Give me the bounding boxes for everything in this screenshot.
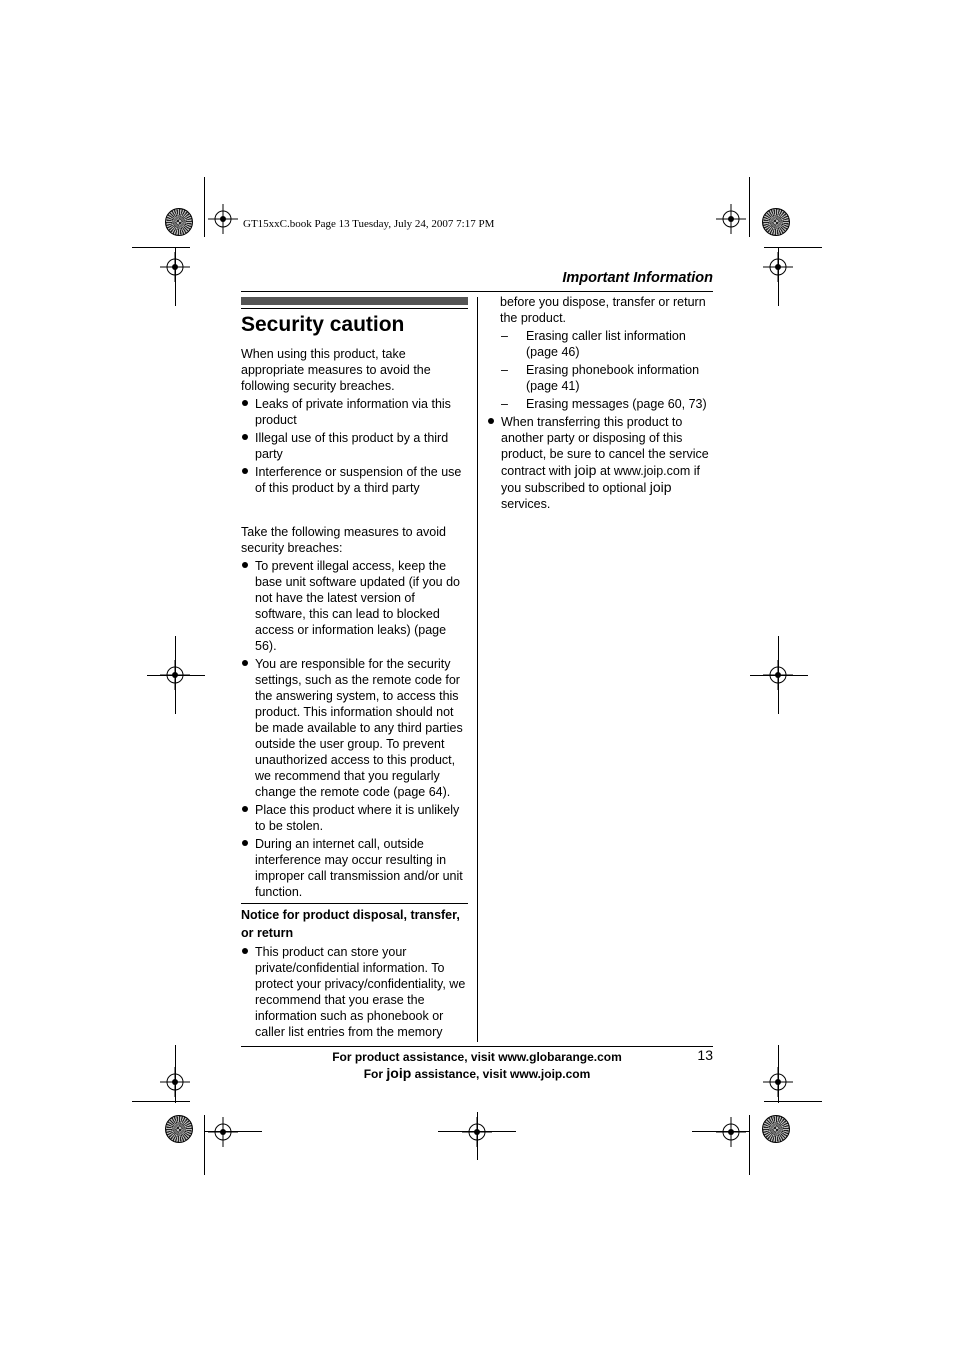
section-header: Important Information <box>562 270 713 286</box>
registration-target-icon <box>762 1115 790 1143</box>
footer-line-1: For product assistance, visit www.globarange.com <box>332 1050 622 1064</box>
notice-rule <box>241 903 468 904</box>
registration-target-icon <box>165 208 193 236</box>
crosshair-icon <box>208 204 238 234</box>
measures-intro: Take the following measures to avoid security breaches: <box>241 525 446 555</box>
list-item: During an internet call, outside interference may occur resulting in improper call transmission and/or unit function. <box>241 836 468 900</box>
bullet-icon <box>242 562 248 568</box>
list-item: You are responsible for the security settings, such as the remote code for the answering system, to access this product. This information should not be made available to any third parties outside the user group. To prevent unauthorized access to this product, we recommend that you regularly change the remote code (page 64). <box>241 656 468 800</box>
right-column <box>487 294 713 514</box>
footer <box>241 1049 713 1082</box>
list-item: – Erasing phonebook information (page 41) <box>501 363 700 393</box>
transfer-list <box>487 414 713 512</box>
left-column <box>241 312 468 902</box>
measures-list <box>241 558 468 900</box>
crosshair-icon <box>716 204 746 234</box>
bullet-icon <box>242 400 248 406</box>
joip-logo-text: joip <box>649 479 672 495</box>
bullet-icon <box>242 468 248 474</box>
breach-list <box>241 396 468 496</box>
notice-title: Notice for product disposal, transfer, or return <box>241 908 460 940</box>
bullet-icon <box>242 434 248 440</box>
crosshair-icon <box>763 1067 793 1097</box>
bullet-icon <box>488 418 494 424</box>
list-item: – Erasing caller list information (page 46) <box>501 329 686 359</box>
header-rule <box>241 291 713 292</box>
list-item: Leaks of private information via this product <box>241 396 468 428</box>
title-bar <box>241 297 468 305</box>
page-number: 13 <box>697 1047 713 1063</box>
crosshair-icon <box>160 252 190 282</box>
continuation-text: before you dispose, transfer or return the product. <box>500 295 706 325</box>
bullet-icon <box>242 806 248 812</box>
joip-logo-text: joip <box>574 462 597 478</box>
registration-target-icon <box>762 208 790 236</box>
list-item: Illegal use of this product by a third party <box>241 430 468 462</box>
list-item: When transferring this product to another party or disposing of this product, be sure to cancel the service contract with joip at www.joip.com if you subscribed to optional joip services. <box>487 414 713 512</box>
list-item: – Erasing messages (page 60, 73) <box>501 397 707 411</box>
page-title: Security caution <box>241 313 405 336</box>
column-divider <box>477 297 478 1042</box>
list-item: This product can store your private/confidential information. To protect your privacy/confidentiality, we recommend that you erase the information such as phonebook or caller list entries from the memory <box>241 944 468 1040</box>
crosshair-icon <box>763 252 793 282</box>
joip-logo-text: joip <box>386 1065 412 1081</box>
bullet-icon <box>242 840 248 846</box>
list-item: To prevent illegal access, keep the base unit software updated (if you do not have the latest version of software, this can lead to blocked access or information leaks) (page 56). <box>241 558 468 654</box>
title-bar-rule <box>241 308 468 309</box>
erase-list <box>487 328 713 412</box>
file-info: GT15xxC.book Page 13 Tuesday, July 24, 2007 7:17 PM <box>243 218 495 230</box>
bullet-icon <box>242 660 248 666</box>
intro-text: When using this product, take appropriate measures to avoid the following security breaches. <box>241 347 431 393</box>
footer-rule <box>241 1046 713 1047</box>
bullet-icon <box>242 948 248 954</box>
list-item: Interference or suspension of the use of this product by a third party <box>241 464 468 496</box>
notice-section <box>241 906 468 1042</box>
footer-line-2: For joip assistance, visit www.joip.com <box>363 1065 591 1081</box>
list-item: Place this product where it is unlikely to be stolen. <box>241 802 468 834</box>
crosshair-icon <box>716 1117 746 1147</box>
crosshair-icon <box>208 1117 238 1147</box>
crosshair-icon <box>160 1067 190 1097</box>
notice-list <box>241 944 468 1040</box>
registration-target-icon <box>165 1115 193 1143</box>
